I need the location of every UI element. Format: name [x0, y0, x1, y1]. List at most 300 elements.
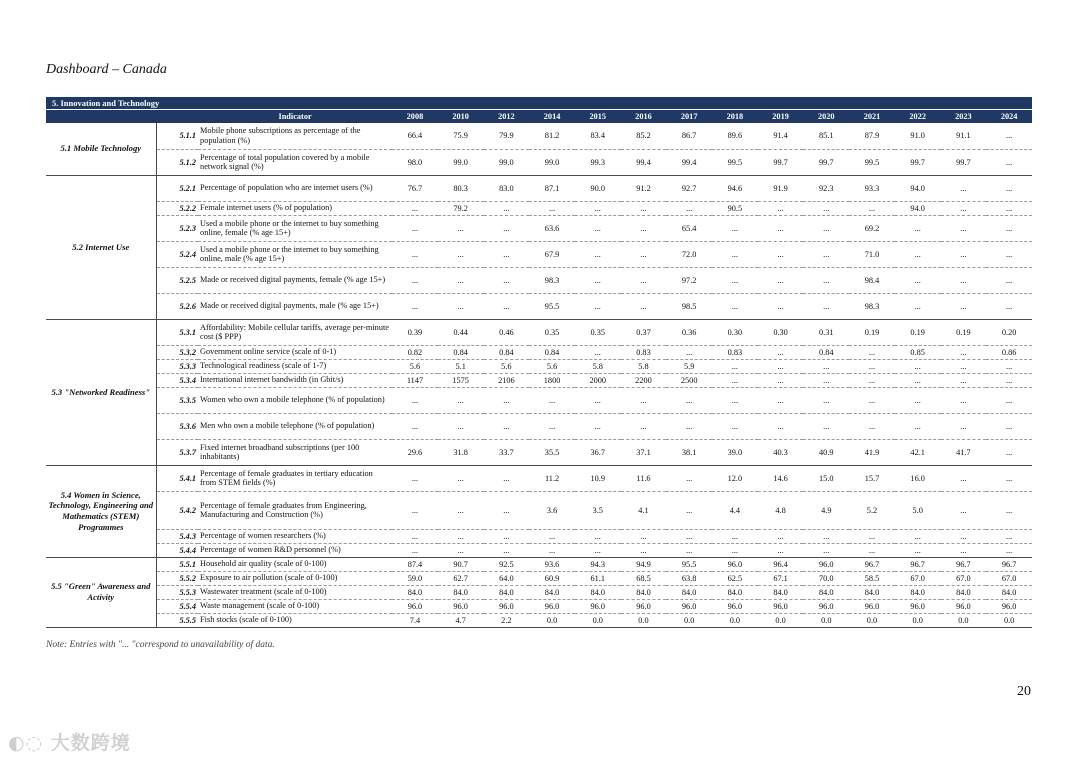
value-cell: ... [457, 505, 464, 515]
value-cell: 0.84 [499, 347, 514, 357]
value-cell: ... [1006, 421, 1013, 431]
value-cell: ... [503, 531, 510, 541]
value-cell: ... [823, 421, 830, 431]
indicator-label: Women who own a mobile telephone (% of population) [200, 395, 385, 405]
value-cell: 87.1 [544, 183, 560, 193]
value-cell: 0.36 [681, 327, 697, 337]
value-cell: 4.8 [775, 505, 786, 515]
value-cell: ... [868, 375, 876, 385]
value-cell: ... [411, 545, 419, 555]
value-cell: ... [960, 545, 967, 555]
value-cell: 95.5 [681, 559, 697, 569]
indicator-code: 5.4.2 [179, 505, 197, 515]
value-cell: 0.30 [773, 327, 788, 337]
value-cell: 84.0 [727, 587, 743, 597]
indicator-code: 5.3.7 [179, 447, 197, 457]
value-cell: 60.9 [544, 573, 560, 583]
value-cell: ... [594, 421, 601, 431]
value-cell: ... [640, 275, 647, 285]
value-cell: 96.0 [407, 601, 423, 611]
value-cell: 0.0 [638, 615, 649, 625]
value-cell: ... [457, 421, 464, 431]
value-cell: ... [411, 223, 419, 233]
value-cell: ... [686, 421, 693, 431]
value-cell: 15.7 [864, 473, 880, 483]
indicator-code: 5.3.1 [179, 327, 197, 337]
indicator-code: 5.2.3 [179, 223, 197, 233]
value-cell: 94.0 [910, 183, 925, 193]
value-cell: ... [503, 223, 510, 233]
table-row [46, 149, 1032, 175]
value-cell: ... [777, 275, 784, 285]
value-cell: 5.1 [455, 361, 466, 371]
value-cell: 91.4 [773, 131, 788, 141]
value-cell: 0.85 [910, 347, 925, 357]
value-cell: 99.0 [499, 157, 514, 167]
value-cell: 98.5 [681, 301, 697, 311]
watermark-text: 大数跨境 [50, 732, 131, 754]
indicator-label: Technological readiness (scale of 1-7) [200, 361, 327, 371]
value-cell: 96.0 [727, 601, 743, 611]
value-cell: 0.0 [775, 615, 786, 625]
value-cell: ... [777, 347, 784, 357]
value-cell: 58.5 [864, 573, 880, 583]
header-year: 2008 [392, 110, 438, 123]
value-cell: ... [411, 395, 419, 405]
value-cell: 96.0 [544, 601, 560, 611]
value-cell: 67.0 [1001, 573, 1017, 583]
value-cell: 1800 [543, 375, 561, 385]
indicator-code: 5.2.1 [179, 183, 197, 193]
value-cell: ... [1006, 203, 1013, 213]
value-cell: 63.8 [681, 573, 697, 583]
value-cell: 42.1 [910, 447, 925, 457]
value-cell: 96.0 [727, 559, 743, 569]
value-cell: ... [777, 301, 784, 311]
value-cell: ... [960, 395, 967, 405]
indicator-label: Used a mobile phone or the internet to buy something online, female (% age 15+) [200, 218, 379, 237]
value-cell: ... [686, 545, 693, 555]
value-cell: 0.35 [544, 327, 560, 337]
header-year: 2019 [758, 110, 804, 123]
value-cell: 91.9 [773, 183, 788, 193]
value-cell: 93.3 [864, 183, 880, 193]
value-cell: 99.7 [910, 157, 925, 167]
value-cell: 90.7 [453, 559, 468, 569]
value-cell: ... [960, 375, 967, 385]
value-cell: 96.0 [590, 601, 606, 611]
value-cell: 93.6 [544, 559, 560, 569]
indicator-label: Female internet users (% of population) [200, 203, 333, 213]
header-year: 2020 [803, 110, 849, 123]
value-cell: ... [914, 531, 921, 541]
value-cell: 31.8 [453, 447, 468, 457]
value-cell: 99.7 [956, 157, 971, 167]
value-cell: ... [503, 505, 510, 515]
value-cell: ... [503, 203, 510, 213]
indicator-code: 5.3.3 [179, 361, 197, 371]
group-label: 5.1 Mobile Technology [46, 123, 156, 175]
indicator-label: Men who own a mobile telephone (% of population) [200, 421, 375, 431]
value-cell: 66.4 [407, 131, 423, 141]
value-cell: ... [457, 545, 464, 555]
table-row [46, 201, 1032, 215]
value-cell: 0.84 [819, 347, 834, 357]
value-cell: ... [594, 545, 601, 555]
value-cell: ... [914, 223, 921, 233]
table-row [46, 293, 1032, 319]
indicator-code: 5.3.6 [179, 421, 197, 431]
value-cell: 0.84 [453, 347, 468, 357]
value-cell: 4.1 [638, 505, 649, 515]
value-cell: ... [777, 375, 784, 385]
table-row [46, 123, 1032, 149]
value-cell: 10.9 [590, 473, 606, 483]
value-cell: 68.5 [636, 573, 651, 583]
indicator-label: Percentage of female graduates from Engineering, Manufacturing and Construction (%) [200, 500, 367, 519]
value-cell: 96.0 [819, 601, 834, 611]
value-cell: ... [823, 249, 830, 259]
value-cell: ... [914, 375, 921, 385]
value-cell: ... [731, 531, 738, 541]
value-cell: ... [548, 395, 556, 405]
value-cell: ... [457, 223, 464, 233]
value-cell: 92.7 [681, 183, 697, 193]
value-cell: ... [640, 395, 647, 405]
value-cell: 37.1 [636, 447, 651, 457]
value-cell: ... [686, 473, 693, 483]
value-cell: 85.2 [636, 131, 651, 141]
value-cell: ... [640, 301, 647, 311]
value-cell: 96.0 [819, 559, 834, 569]
value-cell: 95.5 [544, 301, 560, 311]
value-cell: 84.0 [910, 587, 925, 597]
table-row [46, 359, 1032, 373]
value-cell: 0.0 [1003, 615, 1015, 625]
value-cell: 84.0 [1001, 587, 1017, 597]
value-cell: 84.0 [864, 587, 880, 597]
value-cell: 69.2 [864, 223, 880, 233]
value-cell: 76.7 [407, 183, 423, 193]
header-year: 2024 [986, 110, 1032, 123]
value-cell: 11.6 [636, 473, 651, 483]
value-cell: ... [1006, 223, 1013, 233]
watermark-icon: ◐◌ [8, 732, 44, 754]
value-cell: 5.8 [638, 361, 649, 371]
value-cell: ... [411, 301, 419, 311]
value-cell: 75.9 [453, 131, 468, 141]
value-cell: ... [731, 545, 738, 555]
value-cell: 96.0 [681, 601, 697, 611]
table-row [46, 599, 1032, 613]
value-cell: 0.83 [636, 347, 651, 357]
value-cell: 98.0 [407, 157, 423, 167]
value-cell: 70.0 [819, 573, 834, 583]
value-cell: 4.9 [821, 505, 832, 515]
indicator-label: Fixed internet broadband subscriptions (per 100 inhabitants) [200, 442, 360, 461]
value-cell: 40.9 [819, 447, 834, 457]
value-cell: 79.2 [453, 203, 468, 213]
indicator-label: Percentage of women R&D personnel (%) [200, 545, 341, 555]
indicator-code: 5.4.4 [179, 545, 197, 555]
value-cell: 97.2 [681, 275, 697, 285]
value-cell: 94.3 [590, 559, 606, 569]
value-cell: ... [640, 203, 647, 213]
value-cell: ... [777, 421, 784, 431]
value-cell: 63.6 [544, 223, 560, 233]
value-cell: 0.37 [636, 327, 651, 337]
value-cell: ... [594, 223, 601, 233]
indicator-label: Government online service (scale of 0-1) [200, 347, 337, 357]
value-cell: 99.4 [636, 157, 651, 167]
value-cell: 0.86 [1001, 347, 1017, 357]
value-cell: ... [411, 203, 419, 213]
value-cell: 84.0 [407, 587, 423, 597]
value-cell: ... [1006, 447, 1013, 457]
value-cell: ... [640, 545, 647, 555]
value-cell: 0.0 [958, 615, 969, 625]
value-cell: 0.46 [499, 327, 514, 337]
value-cell: 84.0 [773, 587, 788, 597]
value-cell: 96.7 [1001, 559, 1017, 569]
value-cell: ... [777, 545, 784, 555]
value-cell: ... [1006, 545, 1013, 555]
value-cell: 91.2 [636, 183, 651, 193]
value-cell: 94.0 [910, 203, 925, 213]
table-header-row [46, 110, 1032, 123]
value-cell: 83.4 [590, 131, 606, 141]
value-cell: ... [914, 545, 921, 555]
table-row [46, 345, 1032, 359]
value-cell: ... [868, 545, 876, 555]
header-group-blank [46, 110, 156, 123]
value-cell: ... [457, 301, 464, 311]
value-cell: 94.6 [727, 183, 743, 193]
value-cell: 87.4 [407, 559, 423, 569]
value-cell: 2106 [498, 375, 515, 385]
value-cell: ... [777, 223, 784, 233]
value-cell: 40.3 [773, 447, 788, 457]
header-year: 2015 [575, 110, 621, 123]
table-row [46, 387, 1032, 413]
value-cell: 5.6 [501, 361, 512, 371]
indicator-label: Household air quality (scale of 0-100) [200, 559, 327, 569]
value-cell: ... [868, 347, 876, 357]
value-cell: 67.9 [544, 249, 560, 259]
value-cell: 35.5 [544, 447, 560, 457]
value-cell: ... [731, 275, 738, 285]
value-cell: 96.0 [499, 601, 514, 611]
value-cell: ... [914, 361, 921, 371]
value-cell: 2200 [635, 375, 652, 385]
value-cell: 64.0 [499, 573, 514, 583]
value-cell: ... [914, 249, 921, 259]
table-row [46, 413, 1032, 439]
value-cell: ... [731, 421, 738, 431]
header-year: 2017 [666, 110, 712, 123]
value-cell: ... [594, 395, 601, 405]
value-cell: 65.4 [681, 223, 697, 233]
table-row [46, 465, 1032, 491]
value-cell: 5.9 [683, 361, 695, 371]
value-cell: ... [594, 531, 601, 541]
value-cell: ... [823, 361, 830, 371]
value-cell: 2500 [680, 375, 698, 385]
indicator-code: 5.5.1 [179, 559, 197, 569]
value-cell: ... [411, 275, 419, 285]
value-cell: 16.0 [910, 473, 925, 483]
table-row [46, 529, 1032, 543]
header-year: 2014 [529, 110, 575, 123]
table-row [46, 215, 1032, 241]
value-cell: 91.1 [956, 131, 971, 141]
section-title-bar: 5. Innovation and Technology [46, 97, 1032, 109]
value-cell: ... [1006, 249, 1013, 259]
value-cell: ... [640, 421, 647, 431]
value-cell: 5.6 [409, 361, 421, 371]
value-cell: ... [1006, 275, 1013, 285]
header-year: 2022 [895, 110, 941, 123]
value-cell: ... [686, 395, 693, 405]
value-cell: ... [1006, 531, 1013, 541]
value-cell: ... [777, 395, 784, 405]
value-cell: ... [960, 183, 967, 193]
value-cell: ... [411, 421, 419, 431]
value-cell: 33.7 [499, 447, 514, 457]
header-year: 2021 [849, 110, 895, 123]
table-row [46, 613, 1032, 627]
value-cell: 62.5 [727, 573, 743, 583]
table-row [46, 241, 1032, 267]
indicator-label: Percentage of total population covered by a mobile network signal (%) [200, 152, 370, 171]
page-number: 20 [1017, 684, 1031, 699]
table-row [46, 543, 1032, 557]
value-cell: 0.30 [727, 327, 743, 337]
header-year: 2023 [941, 110, 987, 123]
value-cell: ... [914, 421, 921, 431]
table-row [46, 319, 1032, 345]
value-cell: ... [1006, 375, 1013, 385]
value-cell: ... [411, 249, 419, 259]
value-cell: 0.0 [546, 615, 558, 625]
indicator-code: 5.5.2 [179, 573, 197, 583]
indicator-label: International internet bandwidth (in Gbit/s) [200, 375, 344, 385]
value-cell: ... [960, 473, 967, 483]
value-cell: 90.5 [727, 203, 743, 213]
indicator-code: 5.1.2 [179, 157, 197, 167]
value-cell: ... [823, 223, 830, 233]
value-cell: 0.19 [956, 327, 971, 337]
value-cell: ... [1006, 361, 1013, 371]
value-cell: ... [457, 395, 464, 405]
value-cell: ... [1006, 157, 1013, 167]
value-cell: 3.5 [592, 505, 603, 515]
document-title: Dashboard – Canada [46, 62, 167, 77]
value-cell: 1147 [406, 375, 424, 385]
value-cell: 41.7 [956, 447, 971, 457]
value-cell: ... [960, 203, 967, 213]
value-cell: ... [411, 473, 419, 483]
value-cell: ... [594, 203, 601, 213]
value-cell: 92.3 [819, 183, 834, 193]
indicator-code: 5.4.1 [179, 473, 197, 483]
group-label: 5.4 Women in Science, Technology, Engineering and Mathematics (STEM) Programmes [46, 465, 156, 557]
value-cell: 84.0 [681, 587, 697, 597]
value-cell: ... [548, 545, 556, 555]
value-cell: ... [777, 249, 784, 259]
value-cell: 99.3 [590, 157, 606, 167]
value-cell: 85.1 [819, 131, 834, 141]
value-cell: ... [823, 275, 830, 285]
indicator-label: Percentage of women researchers (%) [200, 531, 326, 541]
value-cell: ... [914, 395, 921, 405]
value-cell: ... [960, 531, 967, 541]
value-cell: ... [731, 361, 738, 371]
value-cell: 81.2 [544, 131, 560, 141]
value-cell: 0.31 [819, 327, 834, 337]
value-cell: 59.0 [407, 573, 423, 583]
value-cell: ... [1006, 183, 1013, 193]
value-cell: ... [823, 203, 830, 213]
value-cell: ... [640, 223, 647, 233]
value-cell: ... [640, 531, 647, 541]
value-cell: 0.0 [912, 615, 923, 625]
value-cell: 4.7 [455, 615, 466, 625]
value-cell: 84.0 [590, 587, 606, 597]
value-cell: 96.0 [864, 601, 880, 611]
value-cell: ... [960, 249, 967, 259]
value-cell: 94.9 [636, 559, 651, 569]
indicator-code: 5.3.5 [179, 395, 197, 405]
value-cell: 96.0 [1001, 601, 1017, 611]
value-cell: ... [960, 421, 967, 431]
value-cell: ... [640, 249, 647, 259]
value-cell: 96.0 [453, 601, 468, 611]
indicator-label: Percentage of population who are internet users (%) [200, 183, 373, 193]
value-cell: ... [914, 275, 921, 285]
value-cell: 84.0 [544, 587, 560, 597]
value-cell: 86.7 [681, 131, 697, 141]
value-cell: 87.9 [864, 131, 880, 141]
value-cell: ... [503, 301, 510, 311]
value-cell: ... [731, 249, 738, 259]
value-cell: 3.6 [546, 505, 558, 515]
value-cell: ... [868, 203, 876, 213]
indicator-code: 5.3.2 [179, 347, 197, 357]
value-cell: 96.0 [910, 601, 925, 611]
value-cell: ... [1006, 395, 1013, 405]
value-cell: 96.7 [910, 559, 925, 569]
value-cell: 67.0 [910, 573, 925, 583]
value-cell: ... [960, 505, 967, 515]
value-cell: 0.0 [592, 615, 603, 625]
value-cell: ... [548, 421, 556, 431]
value-cell: 84.0 [453, 587, 468, 597]
value-cell: 0.82 [407, 347, 423, 357]
value-cell: 0.0 [866, 615, 878, 625]
value-cell: 5.0 [912, 505, 923, 515]
value-cell: ... [1006, 131, 1013, 141]
value-cell: 98.4 [864, 275, 880, 285]
indicator-code: 5.1.1 [179, 131, 197, 141]
header-year: 2010 [438, 110, 484, 123]
table-row [46, 175, 1032, 201]
value-cell: ... [686, 531, 693, 541]
value-cell: ... [503, 395, 510, 405]
value-cell: 67.0 [956, 573, 971, 583]
table-row [46, 571, 1032, 585]
value-cell: 79.9 [499, 131, 514, 141]
